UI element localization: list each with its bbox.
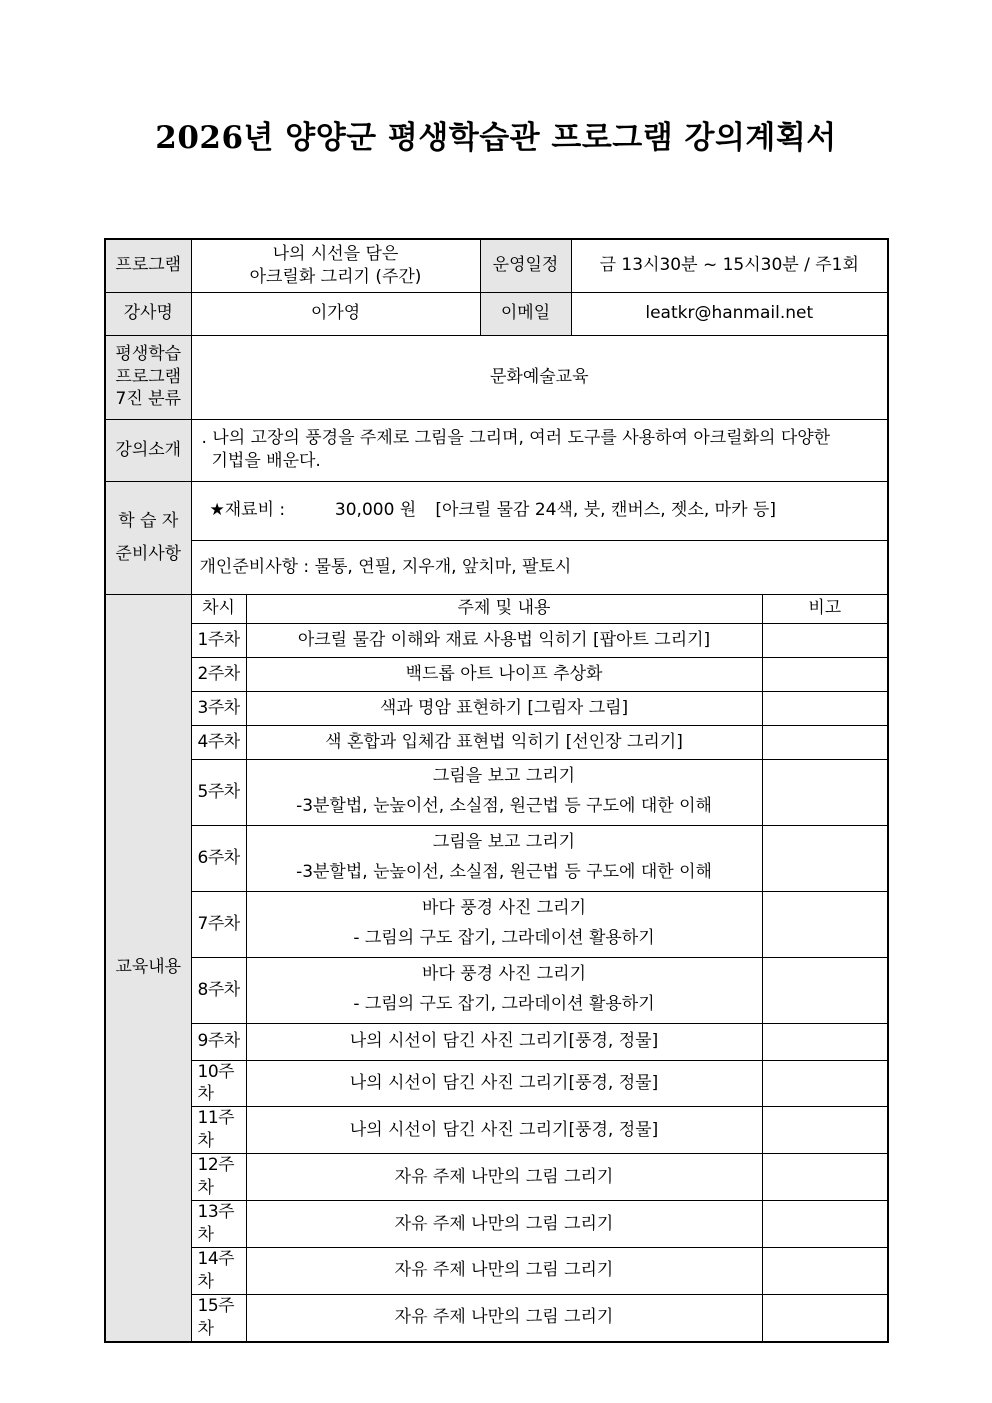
fee-label: ★재료비 : [209, 500, 286, 521]
week-content [246, 891, 762, 957]
fee-row [105, 481, 888, 540]
week-session: 15주차 [191, 1294, 246, 1341]
fee-amount: 30,000 원 [334, 500, 417, 521]
category-label [105, 335, 191, 419]
week-content [246, 657, 762, 691]
week-note [762, 957, 888, 1023]
week-row [105, 759, 888, 825]
intro-line2: 기법을 배운다. [211, 451, 321, 471]
category-label-line3: 7진 분류 [115, 389, 181, 410]
program-name-line1: 나의 시선을 담은 [272, 243, 399, 264]
week-content [246, 957, 762, 1023]
intro-row [105, 419, 888, 481]
week-note [762, 1060, 888, 1107]
content-col-header: 주제 및 내용 [246, 594, 762, 623]
week-session: 3주차 [191, 691, 246, 725]
week-row [105, 891, 888, 957]
program-name-line2: 아크릴화 그리기 (주간) [249, 266, 422, 287]
week-row [105, 1201, 888, 1248]
week-row [105, 825, 888, 891]
week-row [105, 1060, 888, 1107]
category-value: 문화예술교육 [191, 335, 888, 419]
program-label: 프로그램 [105, 239, 191, 292]
instructor-label: 강사명 [105, 292, 191, 335]
program-row [105, 239, 888, 292]
week-content-line1: 백드롭 아트 나이프 추상화 [405, 663, 603, 684]
week-session: 14주차 [191, 1248, 246, 1295]
email-label: 이메일 [480, 292, 571, 335]
week-session: 12주차 [191, 1154, 246, 1201]
week-session: 5주차 [191, 759, 246, 825]
prep-label-line2: 준비사항 [115, 543, 182, 564]
fee-detail: [아크릴 물감 24색, 붓, 캔버스, 젯소, 마카 등] [435, 500, 776, 521]
week-content-line1: 자유 주제 나만의 그림 그리기 [394, 1260, 614, 1281]
week-note [762, 657, 888, 691]
week-session: 13주차 [191, 1201, 246, 1248]
week-content-line1: 바다 풍경 사진 그리기 [421, 964, 586, 985]
curriculum-header-row [105, 594, 888, 623]
week-session: 8주차 [191, 957, 246, 1023]
week-content [246, 1294, 762, 1341]
week-row [105, 1023, 888, 1060]
week-session: 7주차 [191, 891, 246, 957]
category-label-line1: 평생학습 [115, 343, 182, 364]
week-session: 10주차 [191, 1060, 246, 1107]
category-label-line2: 프로그램 [115, 366, 182, 387]
week-content-line1: 나의 시선이 담긴 사진 그리기[풍경, 정물] [349, 1119, 659, 1140]
week-content-line1: 아크릴 물감 이해와 재료 사용법 익히기 [팝아트 그리기] [297, 629, 711, 650]
email-value: leatkr@hanmail.net [571, 292, 888, 335]
intro-value [191, 419, 888, 481]
week-content [246, 1248, 762, 1295]
week-note [762, 1154, 888, 1201]
week-note [762, 1248, 888, 1295]
week-row [105, 725, 888, 759]
personal-prep-row [105, 540, 888, 594]
week-session: 2주차 [191, 657, 246, 691]
week-content-line1: 그림을 보고 그리기 [432, 766, 576, 787]
week-note [762, 725, 888, 759]
week-row [105, 691, 888, 725]
week-row [105, 957, 888, 1023]
instructor-value: 이가영 [191, 292, 480, 335]
week-session: 6주차 [191, 825, 246, 891]
week-row [105, 1248, 888, 1295]
week-content-line1: 나의 시선이 담긴 사진 그리기[풍경, 정물] [349, 1031, 659, 1052]
week-content [246, 1107, 762, 1154]
week-content [246, 759, 762, 825]
week-note [762, 891, 888, 957]
week-row [105, 1107, 888, 1154]
week-content-line1: 바다 풍경 사진 그리기 [421, 898, 586, 919]
week-note [762, 1294, 888, 1341]
week-session: 11주차 [191, 1107, 246, 1154]
week-note [762, 623, 888, 657]
personal-prep-value: 개인준비사항 : 물통, 연필, 지우개, 앞치마, 팔토시 [191, 540, 888, 594]
week-note [762, 1023, 888, 1060]
prep-label [105, 481, 191, 594]
week-content [246, 623, 762, 657]
week-content-line1: 색 혼합과 입체감 표현법 익히기 [선인장 그리기] [325, 731, 683, 752]
fee-value [191, 481, 888, 540]
intro-line1: . 나의 고장의 풍경을 주제로 그림을 그리며, 여러 도구를 사용하여 아크릴화의 다양한 [201, 428, 831, 449]
week-note [762, 1107, 888, 1154]
week-note [762, 1201, 888, 1248]
week-content [246, 691, 762, 725]
category-row [105, 335, 888, 419]
week-note [762, 691, 888, 725]
week-content-line1: 자유 주제 나만의 그림 그리기 [394, 1213, 614, 1234]
week-content [246, 1154, 762, 1201]
week-content [246, 825, 762, 891]
program-value [191, 239, 480, 292]
curriculum-label: 교육내용 [105, 594, 191, 1342]
week-note [762, 825, 888, 891]
instructor-row [105, 292, 888, 335]
week-content-line1: 그림을 보고 그리기 [432, 832, 576, 853]
week-content [246, 725, 762, 759]
week-row [105, 623, 888, 657]
week-content-line2: -3분할법, 눈높이선, 소실점, 원근법 등 구도에 대한 이해 [296, 796, 712, 816]
week-content-line1: 자유 주제 나만의 그림 그리기 [394, 1307, 614, 1328]
prep-label-line1: 학 습 자 [118, 511, 179, 532]
week-content-line1: 나의 시선이 담긴 사진 그리기[풍경, 정물] [349, 1072, 659, 1093]
week-session: 1주차 [191, 623, 246, 657]
note-col-header: 비고 [762, 594, 888, 623]
schedule-label: 운영일정 [480, 239, 571, 292]
week-session: 9주차 [191, 1023, 246, 1060]
week-content-line2: - 그림의 구도 잡기, 그라데이션 활용하기 [353, 928, 655, 948]
intro-label: 강의소개 [105, 419, 191, 481]
lecture-plan-table [104, 238, 889, 1343]
week-content-line1: 색과 명암 표현하기 [그림자 그림] [379, 697, 629, 718]
week-content [246, 1060, 762, 1107]
week-note [762, 759, 888, 825]
week-content-line2: - 그림의 구도 잡기, 그라데이션 활용하기 [353, 994, 655, 1014]
week-row [105, 1294, 888, 1341]
week-content [246, 1023, 762, 1060]
week-content [246, 1201, 762, 1248]
week-session: 4주차 [191, 725, 246, 759]
document-title: 2026년 양양군 평생학습관 프로그램 강의계획서 [155, 120, 837, 156]
week-row [105, 1154, 888, 1201]
week-content-line2: -3분할법, 눈높이선, 소실점, 원근법 등 구도에 대한 이해 [296, 862, 712, 882]
week-row [105, 657, 888, 691]
session-col-header: 차시 [191, 594, 246, 623]
week-content-line1: 자유 주제 나만의 그림 그리기 [394, 1166, 614, 1187]
schedule-value: 금 13시30분 ~ 15시30분 / 주1회 [571, 239, 888, 292]
